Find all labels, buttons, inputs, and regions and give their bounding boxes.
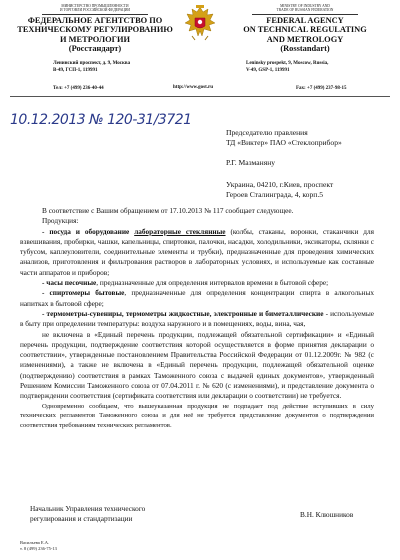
recipient-name: Р.Г. Мазманяну <box>226 158 276 167</box>
letter-body <box>20 206 374 430</box>
item-4-title: - термометры-сувениры, термометры жидкостные, электронные и биметаллические <box>42 308 324 318</box>
agency-short: (Росстандарт) <box>68 44 122 54</box>
website-link[interactable]: http://www.gost.ru <box>173 85 214 90</box>
certification-paragraph: не включена в «Единый перечень продукции, подлежащей обязательной сертификации» и «Единый перечень продукции, подтверждение соответствия которой осуществляется в форме принятия декларации о соответствии», утвержденные постановлением Правительства Российской Федерации от 01.12.2009г. № 982 (с изменениями), а также не включена в «Единый перечень продукции, подлежащей обязательной оценке (подтверждению) соответствия в рамках Таможенного союза с выдачей единых документов», утвержденный Решением Комиссии Таможенного союза от 07.04.2011 г. № 620 (с изменениями), и представление документа о подтверждении соответствия (сертификата соответствия или декларации о соответствии) не требуется. <box>20 329 374 401</box>
agency-name-en <box>220 16 390 54</box>
agency-line-2-en: ON TECHNICAL REGULATING <box>243 25 367 35</box>
registration-number: 10.12.2013 № 120-31/3721 <box>10 112 192 128</box>
item-1-description: (колбы, стаканы, воронки, стаканчики для взвешивания, пробирки, чашки, капельницы, спиртовки, палочки, насадки, холодильники, эксикаторы, склянки с тубусом, каплеуловители, соединительные элементы и трубки), предназначенные для проведения химических анализов, приготовления и фильтрования растворов в лабораторных условиях, и используемые как составные части аппаратов и приборов; <box>20 226 374 277</box>
executor-info <box>20 540 57 552</box>
item-1-prefix: - посуда и оборудование <box>42 226 135 236</box>
agency-line-1: ФЕДЕРАЛЬНОЕ АГЕНТСТВО ПО <box>27 16 163 25</box>
agency-short-en: (Rosstandart) <box>280 44 330 54</box>
recipient-address <box>226 180 333 199</box>
product-item-thermometers <box>20 309 374 330</box>
item-4-description: - используемые в быту при определении температуры: воздуха наружного и в помещениях, воды, вина, чая, <box>20 308 374 329</box>
position-line-1: Начальник Управления технического <box>30 504 146 513</box>
address-en <box>246 60 386 74</box>
agency-line-2: ТЕХНИЧЕСКОМУ РЕГУЛИРОВАНИЮ <box>17 25 173 35</box>
executor-phone: т. 8 (499) 236-75-13 <box>20 546 57 551</box>
address-line-2-en: V-49, GSP-1, 119991 <box>246 68 290 73</box>
address-line-1-en: Leninsky prospekt, 9, Moscow, Russia, <box>246 61 329 66</box>
coat-of-arms-icon <box>182 4 218 42</box>
technical-regulations-paragraph: Одновременно сообщаем, что вышеуказанная продукция не подпадает под действие вступивших в силу технических регламентов Таможенного союза и для неё не требуется представление документов о подтверждении соответствия требованиям технических регламентов. <box>20 402 374 429</box>
products-heading: Продукция: <box>42 216 79 226</box>
item-2-description: , предназначенные для определения интервалов времени в бытовой сфере; <box>96 278 329 288</box>
address-line-1: Ленинский проспект, д. 9, Москва <box>53 61 131 66</box>
address-line-2: В-49, ГСП-1, 119991 <box>53 68 98 73</box>
ministry-name-en <box>230 4 380 12</box>
signatory-position <box>30 504 145 525</box>
fax-en: Fax: +7 (499) 237-98-15 <box>296 86 347 91</box>
product-item-hourglass <box>20 278 374 288</box>
item-3-description: , предназначенные для определения концентрации спирта в алкогольных напитках в бытовой сфере; <box>20 288 374 308</box>
ministry-line-2: И ТОРГОВЛИ РОССИЙСКОЙ ФЕДЕРАЦИИ <box>59 8 131 13</box>
divider <box>42 14 148 15</box>
intro-paragraph: В соответствие с Вашим обращением от 17.10.2013 № 117 сообщает следующее. <box>42 206 294 215</box>
item-2-title: - часы песочные <box>42 278 97 288</box>
recipient-company: ТД «Виктер» ПАО «Стеклоприбор» <box>226 137 342 147</box>
product-item-labware <box>20 227 374 278</box>
address-ru <box>53 60 183 74</box>
recipient-block <box>226 128 342 147</box>
divider <box>252 14 358 15</box>
ministry-line-2-en: TRADE OF RUSSIAN FEDERATION <box>276 8 334 13</box>
agency-line-3: И МЕТРОЛОГИИ <box>60 34 130 44</box>
agency-line-1-en: FEDERAL AGENCY <box>266 16 344 25</box>
product-item-alcoholmeter <box>20 288 374 309</box>
agency-line-3-en: AND METROLOGY <box>266 34 344 44</box>
executor-name: Васильева Е.А. <box>20 540 50 545</box>
ministry-line-1: МИНИСТЕРСТВО ПРОМЫШЛЕННОСТИ <box>61 4 129 8</box>
recipient-address-line-1: Украина, 04210, г.Киев, проспект <box>226 180 334 189</box>
recipient-address-line-2: Героев Сталинграда, 4, корп.5 <box>226 189 324 199</box>
agency-name-ru <box>10 16 180 54</box>
header-divider <box>10 96 390 97</box>
ministry-line-1-en: MINISTRY OF INDUSTRY AND <box>280 4 330 8</box>
item-3-title: - спиртомеры бытовые <box>42 288 125 298</box>
ministry-name-ru <box>20 4 170 12</box>
recipient-title: Председателю правления <box>226 128 308 137</box>
phone-ru: Тел: +7 (499) 236-40-44 <box>53 86 104 91</box>
item-1-underlined: лабораторные стеклянные <box>134 226 226 236</box>
position-line-2: регулирования и стандартизации <box>30 514 133 524</box>
signatory-name: В.Н. Клюшников <box>300 510 354 519</box>
